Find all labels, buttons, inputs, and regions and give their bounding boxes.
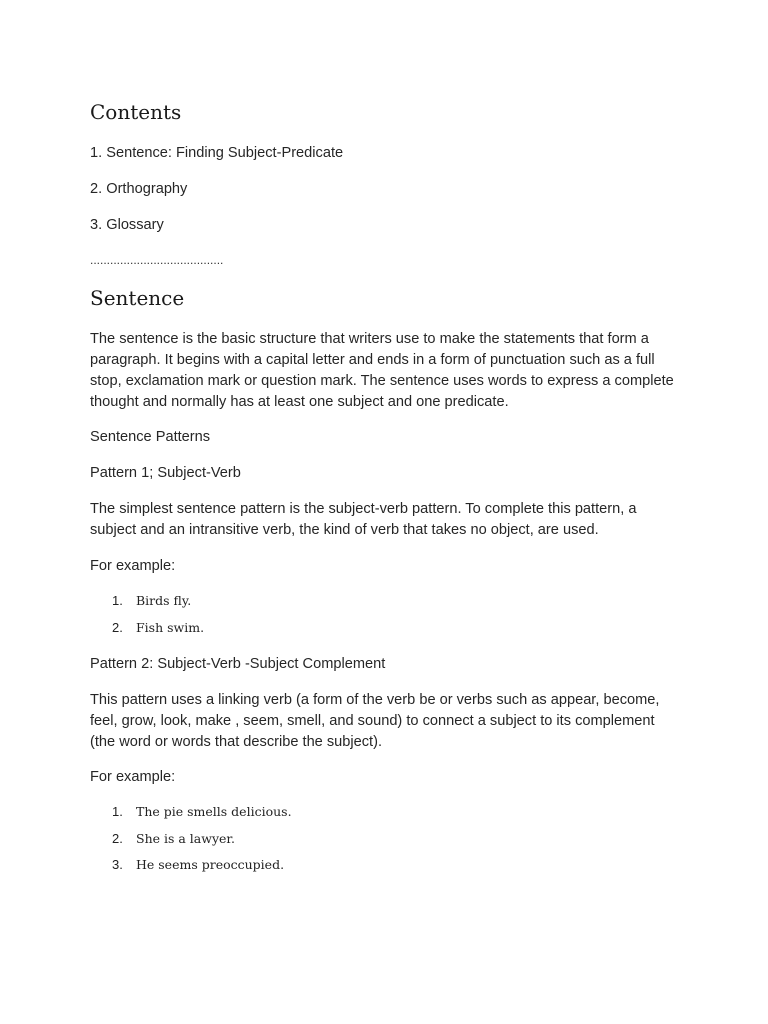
list-item: 3. He seems preoccupied. [112,857,285,872]
contents-item-sentence: 1. Sentence: Finding Subject-Predicate [90,145,344,161]
sentence-patterns-label: Sentence Patterns [90,429,211,445]
contents-item-glossary: 3. Glossary [90,217,164,233]
sentence-intro-paragraph: The sentence is the basic structure that writers use to make the statements that form a paragraph. It begins with a capital letter and ends in a form of punctuation such as a full stop, exclamation mark or question mark. The sentence uses words to express a complete thought and normally has at least one subject and one predicate. [90,331,674,410]
section-separator: ........................................ [90,253,224,267]
example-text: The pie smells delicious. [136,804,292,819]
pattern1-example-label: For example: [90,558,176,574]
contents-heading: Contents [90,100,182,124]
example-text: She is a lawyer. [136,830,235,846]
pattern2-example-list [90,802,292,882]
pattern1-description: The simplest sentence pattern is the subject-verb pattern. To complete this pattern, a subject and an intransitive verb, the kind of verb that takes no object, are used. [90,501,637,538]
pattern1-example-list [90,591,204,644]
list-item: 2. She is a lawyer. [112,830,235,846]
contents-item-orthography: 2. Orthography [90,181,188,197]
list-item: 1. Birds fly. [112,593,192,608]
list-item: 1. The pie smells delicious. [112,804,292,819]
pattern2-description: This pattern uses a linking verb (a form of the verb be or verbs such as appear, become, feel, grow, look, make , seem, smell, and sound) to connect a subject to its complement (the word or words that describe the subject). [90,692,660,750]
example-text: Fish swim. [136,619,205,635]
pattern2-title: Pattern 2: Subject-Verb -Subject Complement [90,656,386,672]
list-item: 2. Fish swim. [112,619,205,635]
example-text: Birds fly. [136,593,192,608]
sentence-heading: Sentence [90,286,185,310]
example-text: He seems preoccupied. [136,857,285,872]
pattern2-example-label: For example: [90,769,176,785]
pattern1-title: Pattern 1; Subject-Verb [90,465,241,481]
